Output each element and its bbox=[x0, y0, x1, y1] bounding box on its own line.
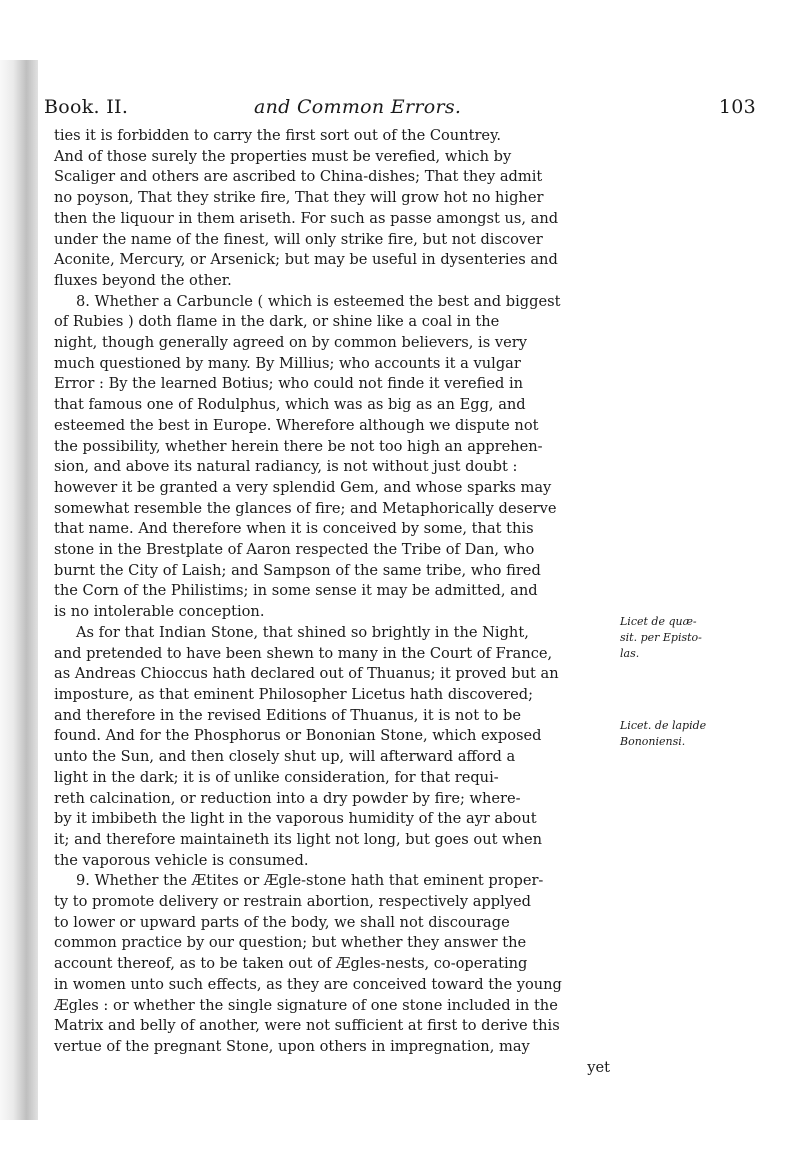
text-line: in women unto such effects, as they are conceived toward the young bbox=[54, 975, 562, 993]
text-line: ty to promote delivery or restrain abortion, respectively applyed bbox=[54, 893, 532, 911]
text-line: and pretended to have been shewn to many in the Court of France, bbox=[54, 644, 553, 662]
text-line: under the name of the finest, will only strike fire, but not discover bbox=[54, 230, 543, 248]
text-line: light in the dark; it is of unlike consideration, for that requi- bbox=[54, 768, 499, 786]
running-header bbox=[44, 96, 756, 128]
text-line: much questioned by many. By Millius; who accounts it a vulgar bbox=[54, 354, 521, 372]
text-line: Matrix and belly of another, were not sufficient at first to derive this bbox=[54, 1017, 560, 1035]
text-line: common practice by our question; but whether they answer the bbox=[54, 934, 527, 952]
header-title: and Common Errors. bbox=[254, 96, 462, 118]
text-line: sion, and above its natural radiancy, is not without just doubt : bbox=[54, 458, 518, 476]
text-line: it; and therefore maintaineth its light not long, but goes out when bbox=[54, 830, 543, 848]
text-line: vertue of the pregnant Stone, upon others in impregnation, may bbox=[54, 1037, 530, 1055]
margin-note: Bononiensi. bbox=[620, 735, 686, 748]
text-line: yet bbox=[587, 1058, 610, 1076]
margin-note: Licet. de lapide bbox=[620, 719, 707, 732]
text-line: however it be granted a very splendid Gem, and whose sparks may bbox=[54, 478, 552, 496]
text-line: burnt the City of Laish; and Sampson of the same tribe, who fired bbox=[54, 561, 541, 579]
margin-note: Licet de quæ- bbox=[620, 615, 697, 628]
body-text bbox=[54, 126, 610, 1078]
text-line: by it imbibeth the light in the vaporous humidity of the ayr about bbox=[54, 810, 537, 828]
text-line: esteemed the best in Europe. Wherefore although we dispute not bbox=[54, 416, 539, 434]
text-line: reth calcination, or reduction into a dry powder by fire; where- bbox=[54, 789, 521, 807]
header-book-label: Book. II. bbox=[44, 96, 129, 118]
binding-gutter-shadow bbox=[0, 60, 38, 1120]
text-line: ties it is forbidden to carry the first sort out of the Countrey. bbox=[54, 127, 502, 144]
text-line: unto the Sun, and then closely shut up, will afterward afford a bbox=[54, 748, 516, 766]
text-line: 8. Whether a Carbuncle ( which is esteemed the best and biggest bbox=[76, 292, 561, 310]
margin-note: sit. per Episto- bbox=[620, 631, 702, 644]
text-line: night, though generally agreed on by common believers, is very bbox=[54, 334, 527, 352]
text-line: found. And for the Phosphorus or Bononian Stone, which exposed bbox=[54, 727, 542, 745]
page-number: 103 bbox=[718, 96, 756, 118]
text-line: stone in the Brestplate of Aaron respected the Tribe of Dan, who bbox=[54, 541, 535, 559]
text-line: as Andreas Chioccus hath declared out of Thuanus; it proved but an bbox=[54, 665, 559, 683]
text-line: Aconite, Mercury, or Arsenick; but may be useful in dysenteries and bbox=[54, 251, 558, 269]
text-line: imposture, as that eminent Philosopher Licetus hath discovered; bbox=[54, 685, 534, 703]
text-line: the Corn of the Philistims; in some sense it may be admitted, and bbox=[54, 582, 538, 600]
text-line: then the liquour in them ariseth. For such as passe amongst us, and bbox=[54, 209, 559, 227]
text-line: Error : By the learned Botius; who could not finde it verefied in bbox=[54, 375, 524, 393]
text-line: fluxes beyond the other. bbox=[54, 271, 232, 289]
text-line: And of those surely the properties must be verefied, which by bbox=[54, 147, 512, 165]
text-line: the possibility, whether herein there be not too high an apprehen- bbox=[54, 437, 543, 455]
text-line: account thereof, as to be taken out of Ægles-nests, co-operating bbox=[54, 955, 528, 973]
text-line: Scaliger and others are ascribed to China-dishes; That they admit bbox=[54, 168, 543, 186]
text-line: the vaporous vehicle is consumed. bbox=[54, 851, 309, 869]
text-line: no poyson, That they strike fire, That they will grow hot no higher bbox=[54, 189, 544, 207]
text-line: somewhat resemble the glances of fire; and Metaphorically deserve bbox=[54, 499, 557, 517]
text-line: to lower or upward parts of the body, we shall not discourage bbox=[54, 913, 510, 931]
text-line: As for that Indian Stone, that shined so brightly in the Night, bbox=[76, 623, 529, 641]
text-line: that name. And therefore when it is conceived by some, that this bbox=[54, 520, 534, 538]
text-line: Ægles : or whether the single signature of one stone included in the bbox=[54, 996, 558, 1014]
text-line: that famous one of Rodulphus, which was as big as an Egg, and bbox=[54, 396, 526, 414]
text-line: and therefore in the revised Editions of Thuanus, it is not to be bbox=[54, 706, 521, 724]
text-line: 9. Whether the Ætites or Ægle-stone hath that eminent proper- bbox=[76, 872, 544, 890]
margin-note: las. bbox=[620, 647, 640, 660]
text-line: of Rubies ) doth flame in the dark, or shine like a coal in the bbox=[54, 313, 500, 331]
text-line: is no intolerable conception. bbox=[54, 603, 265, 621]
